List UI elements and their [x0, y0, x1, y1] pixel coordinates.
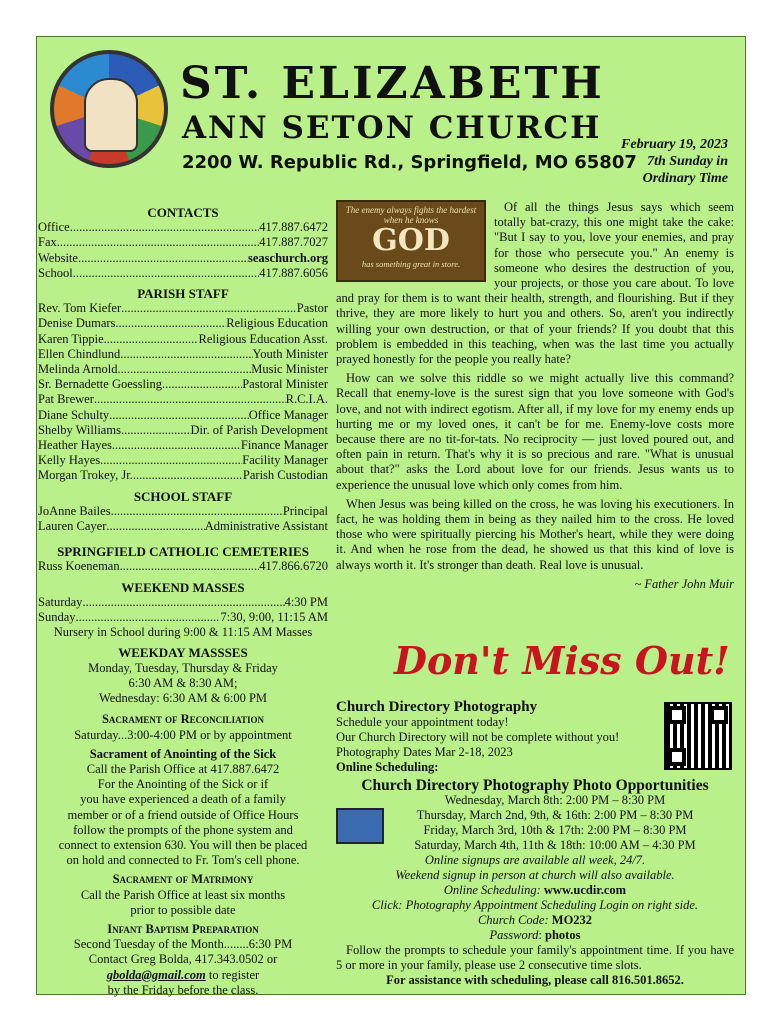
photo-opportunities: [336, 778, 734, 988]
row-label: Sunday: [38, 610, 76, 625]
parish-staff-heading: PARISH STAFF: [137, 286, 229, 302]
row-label: Sr. Bernadette Goessling: [38, 377, 162, 392]
row-value: 417.887.6056: [259, 265, 328, 280]
directory-line: Online Scheduling:: [336, 760, 439, 774]
staff-row: [38, 423, 328, 438]
staff-row: [38, 332, 328, 347]
row-value: 417.887.6472: [259, 220, 328, 235]
church-title: ST. ELIZABETH: [180, 58, 605, 109]
staff-row: [38, 392, 328, 407]
parish-staff-list: [38, 301, 328, 483]
staff-row: [38, 377, 328, 392]
dont-miss-out-headline: Don't Miss Out!: [394, 638, 730, 683]
row-label: Saturday: [38, 594, 83, 609]
row-value: seaschurch.org: [248, 250, 328, 265]
row-label: School: [38, 265, 73, 280]
image-word: GOD: [372, 223, 450, 258]
weekday-line: Monday, Tuesday, Thursday & Friday: [88, 660, 278, 675]
baptism-heading: Infant Baptism Preparation: [107, 921, 259, 936]
staff-row: [38, 301, 328, 316]
date-line: February 19, 2023: [621, 137, 728, 152]
email-link[interactable]: gbolda@gmail.com: [106, 967, 206, 982]
staff-row: [38, 316, 328, 331]
row-value: Administrative Assistant: [204, 519, 328, 534]
row-label: Melinda Arnold: [38, 362, 118, 377]
click-instructions: Click: Photography Appointment Scheduling Login on right side.: [371, 898, 699, 912]
row-value: Religious Education: [226, 316, 328, 331]
contacts-heading: CONTACTS: [147, 205, 219, 220]
staff-row: [38, 504, 328, 519]
school-staff-heading: SCHOOL STAFF: [133, 488, 233, 504]
baptism-line: Second Tuesday of the Month........6:30 PM: [73, 937, 293, 952]
directory-line: Photography Dates Mar 2-18, 2023: [336, 745, 513, 759]
church-address: 2200 W. Republic Rd., Springfield, MO 65807: [182, 152, 637, 173]
row-value: 7:30, 9:00, 11:15 AM: [220, 610, 328, 625]
online-label: Online Scheduling:: [443, 883, 544, 897]
god-quote-image: [336, 200, 486, 282]
staff-row: [38, 438, 328, 453]
staff-row: [38, 347, 328, 362]
staff-row: [38, 362, 328, 377]
row-label: Karen Tippie: [38, 331, 104, 346]
directory-heading: Church Directory Photography: [336, 699, 538, 715]
qr-code-icon[interactable]: [664, 702, 732, 770]
row-value: Youth Minister: [252, 346, 328, 361]
staff-row: [38, 220, 328, 235]
text-line: For the Anointing of the Sick or if: [97, 777, 269, 792]
row-label: JoAnne Bailes: [38, 503, 111, 518]
row-label: Morgan Trokey, Jr.: [38, 468, 133, 483]
church-code-line: [336, 913, 734, 928]
saturday-row: [38, 595, 328, 610]
text-line: Friday, March 3rd, 10th & 17th: 2:00 PM – 8:30 PM: [423, 823, 687, 837]
reflection-column: [336, 200, 734, 592]
row-value: 417.887.7027: [259, 235, 328, 250]
image-caption-top: The enemy always fights the hardest when he knows: [345, 205, 477, 225]
row-label: Rev. Tom Kiefer: [38, 301, 122, 316]
row-value: R.C.I.A.: [285, 392, 328, 407]
website-link[interactable]: www.ucdir.com: [543, 883, 627, 897]
weekday-line: Wednesday: 6:30 AM & 6:00 PM: [98, 691, 268, 706]
liturgical-line: 7th Sunday in: [647, 154, 728, 169]
reconciliation-text: Saturday...3:00-4:00 PM or by appointment: [74, 727, 292, 742]
row-value: Facility Manager: [242, 453, 328, 468]
staff-row: [38, 235, 328, 250]
opportunities-list: [336, 793, 734, 853]
password-value: photos: [545, 928, 581, 942]
row-value: Office Manager: [248, 407, 328, 422]
cemeteries-row: [38, 559, 328, 574]
staff-row: [38, 408, 328, 423]
staff-row: [38, 266, 328, 281]
anointing-text: [38, 762, 328, 868]
weekday-heading: WEEKDAY MASSSES: [118, 645, 248, 661]
row-label: Heather Hayes: [38, 438, 112, 453]
row-value: Music Minister: [251, 362, 328, 377]
row-label: Office: [38, 220, 70, 235]
text-line: Wednesday, March 8th: 2:00 PM – 8:30 PM: [444, 793, 666, 807]
row-value: Finance Manager: [240, 438, 328, 453]
code-label: Church Code:: [477, 913, 552, 927]
staff-row: [38, 251, 328, 266]
reflection-paragraph: When Jesus was being killed on the cross, he was loving his executioners. In fact, he was holding them in being as they nailed him to the cross. He loved those who were spiritually piercing his Mother's heart, while they were doing it. And when he rose from the dead, he showed us that this kind of love is always worth it. It's stronger than death. Real love is unusual.: [336, 496, 734, 572]
cemeteries-heading: SPRINGFIELD CATHOLIC CEMETERIES: [57, 544, 309, 560]
row-label: Russ Koeneman: [38, 559, 120, 574]
baptism-line: [38, 968, 328, 983]
matrimony-line: Call the Parish Office at least six months: [80, 887, 286, 902]
baptism-line: Contact Greg Bolda, 417.343.0502 or: [88, 952, 278, 967]
staff-row: [38, 468, 328, 483]
row-value: 417.866.6720: [259, 559, 328, 574]
stained-glass-logo: [50, 50, 168, 168]
row-value: Pastoral Minister: [242, 377, 328, 392]
sunday-row: [38, 610, 328, 625]
weekend-signup-text: Weekend signup in person at church will also available.: [395, 868, 675, 882]
reflection-signature: ~ Father John Muir: [634, 576, 734, 591]
left-column: [38, 200, 328, 998]
row-value: Dir. of Parish Development: [190, 422, 328, 437]
baptism-register-text: to register: [205, 967, 260, 982]
directory-line: Our Church Directory will not be complete without you!: [336, 730, 620, 744]
row-value: Pastor: [296, 301, 328, 316]
bulletin-date: [621, 136, 728, 187]
text-line: you have experienced a death of a family: [80, 792, 286, 807]
image-caption-bottom: has something great in store.: [361, 259, 461, 269]
row-label: Ellen Chindlund: [38, 346, 121, 361]
liturgical-season: Ordinary Time: [642, 171, 728, 186]
contacts-list: [38, 220, 328, 281]
row-value: Religious Education Asst.: [198, 331, 328, 346]
opportunities-heading: Church Directory Photography Photo Opportunities: [361, 777, 709, 794]
baptism-line: by the Friday before the class.: [107, 982, 259, 997]
row-label: Fax: [38, 235, 57, 250]
anointing-heading: Sacrament of Anointing of the Sick: [89, 746, 277, 761]
signups-text: Online signups are available all week, 24/7.: [424, 853, 646, 867]
matrimony-line: prior to possible date: [130, 902, 236, 917]
reflection-paragraph: How can we solve this riddle so we might actually live this command? Recall that enemy-love is the surest sign that you love someone with God's love, and not with indirect egotism. After all, if my love for my enemy ends up hurting me or my loved ones, it can't be for me. Enemy-love costs more because there are no tit-for-tats. No reciprocity — just loved poured out, and often pain in return. That's why it is so precious and rare. "What is unusual about that?" asks the Lord about love for our friends. Jesus wants us to experience the unusual love which only comes from him.: [336, 371, 734, 492]
text-line: Thursday, March 2nd, 9th, & 16th: 2:00 PM – 8:30 PM: [416, 808, 694, 822]
text-line: follow the prompts of the phone system and: [73, 822, 293, 837]
assist-text: For assistance with scheduling, please call 816.501.8652.: [386, 973, 684, 987]
school-staff-list: [38, 504, 328, 534]
row-label: Denise Dumars: [38, 316, 116, 331]
online-scheduling-line: [336, 883, 734, 898]
directory-line: Schedule your appointment today!: [336, 715, 509, 729]
nursery-text: Nursery in School during 9:00 & 11:15 AM Masses: [53, 625, 313, 640]
church-subtitle: ANN SETON CHURCH: [182, 110, 602, 146]
directory-section: [336, 700, 636, 775]
text-line: connect to extension 630. You will then be placed: [58, 837, 308, 852]
row-value: 4:30 PM: [284, 594, 328, 609]
row-label: Kelly Hayes: [38, 453, 101, 468]
row-label: Pat Brewer: [38, 392, 94, 407]
staff-row: [38, 453, 328, 468]
text-line: on hold and connected to Fr. Tom's cell phone.: [66, 853, 300, 868]
row-value: Parish Custodian: [242, 468, 328, 483]
row-value: Principal: [282, 503, 328, 518]
church-code: MO232: [551, 913, 593, 927]
reconciliation-heading: Sacrament of Reconciliation: [101, 712, 265, 727]
row-label: Website: [38, 250, 78, 265]
saint-figure-icon: [84, 78, 138, 152]
text-line: member or of a friend outside of Office Hours: [67, 807, 299, 822]
weekday-line: 6:30 AM & 8:30 AM;: [128, 675, 238, 690]
weekend-heading: WEEKEND MASSES: [121, 579, 245, 595]
matrimony-heading: Sacrament of Matrimony: [112, 872, 254, 887]
staff-row: [38, 519, 328, 534]
row-label: Lauren Cayer: [38, 519, 107, 534]
row-label: Diane Schulty: [38, 407, 110, 422]
password-line: Password: photos: [489, 928, 581, 942]
row-label: Shelby Williams: [38, 422, 121, 437]
password-label: Password: [489, 928, 539, 942]
reflection-paragraph: Of all the things Jesus says which seem totally bat-crazy, this one might take the cake: "But I say to you, love your enemies, and pray for those who persecute you." An enemy is someone who desires the destruction of you, your projects, or those you care about. To love and pray for them is to want their health, strength, and flourishing. But if they thrive, they are more likely to hurt you and others. So, aren't you indirectly willing your own destruction, or that of your friends? If you doubt that this problem is embedded in this teaching, when was the last time you actually prayed honestly for the people you really hate?: [336, 200, 734, 367]
follow-text: Follow the prompts to schedule your family's appointment time. If you have 5 or more in your family, please use 2 consecutive time slots.: [336, 943, 734, 972]
text-line: Call the Parish Office at 417.887.6472: [86, 761, 280, 776]
text-line: Saturday, March 4th, 11th & 18th: 10:00 AM – 4:30 PM: [414, 838, 696, 852]
